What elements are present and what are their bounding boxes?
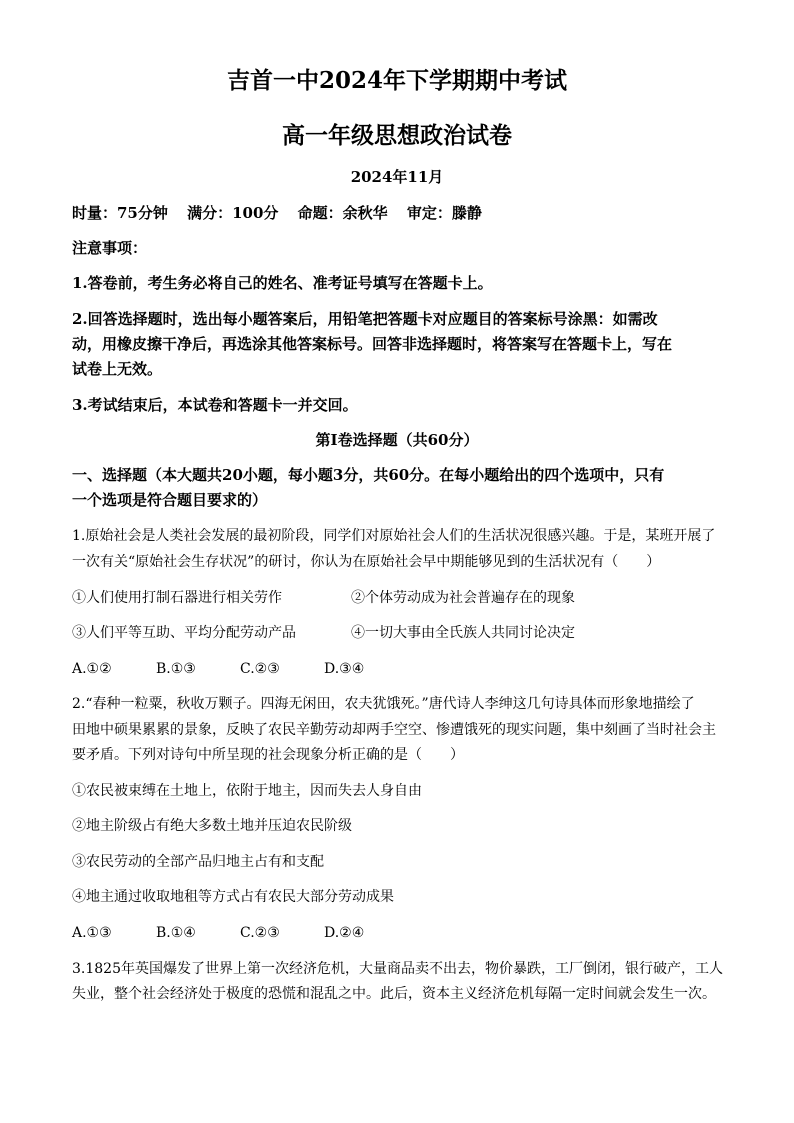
q1-option-c: C.②③	[240, 661, 280, 677]
section-instruction-cont: 一个选项是符合题目要求的）	[72, 491, 268, 509]
q2-option-c: C.②③	[240, 925, 280, 941]
notice-item-2: 2.回答选择题时，选出每小题答案后，用铅笔把答题卡对应题目的答案标号涂黑：如需改	[72, 310, 658, 328]
notice-item-3: 3.考试结束后，本试卷和答题卡一并交回。	[72, 396, 358, 414]
q1-statement-4: ④一切大事由全氏族人共同讨论决定	[351, 625, 575, 641]
notice-item-1: 1.答卷前，考生务必将自己的姓名、准考证号填写在答题卡上。	[72, 274, 493, 292]
meta-author: 命题：余秋华	[297, 204, 388, 222]
notice-item-2-cont: 动，用橡皮擦干净后，再选涂其他答案标号。回答非选择题时，将答案写在答题卡上，写在	[72, 335, 673, 353]
q2-statement-4: ④地主通过收取地租等方式占有农民大部分劳动成果	[72, 889, 394, 905]
q2-statement-3: ③农民劳动的全部产品归地主占有和支配	[72, 854, 324, 870]
q2-stem: 2.“春种一粒粟，秋收万颗子。四海无闲田，农夫犹饿死。”唐代诗人李绅这几句诗具体而形象地描绘了	[72, 696, 695, 712]
q1-stem: 1.原始社会是人类社会发展的最初阶段，同学们对原始社会人们的生活状况很感兴趣。于是，某班开展了	[72, 528, 716, 544]
section-title: 第I卷选择题（共60分）	[315, 431, 479, 449]
q1-option-d: D.③④	[324, 661, 365, 677]
q2-option-d: D.②④	[324, 925, 365, 941]
q3-stem: 3.1825年英国爆发了世界上第一次经济危机，大量商品卖不出去，物价暴跌，工厂倒闭，银行破产，工人	[72, 961, 723, 977]
q2-stem-cont: 田地中硕果累累的景象，反映了农民辛勤劳动却两手空空、惨遭饿死的现实问题，集中刻画了当时社会主	[72, 722, 716, 738]
q1-stem-cont: 一次有关“原始社会生存状况”的研讨，你认为在原始社会早中期能够见到的生活状况有（ ）	[72, 554, 661, 570]
q1-statement-2: ②个体劳动成为社会普遍存在的现象	[351, 590, 575, 606]
exam-title: 吉首一中2024年下学期期中考试	[226, 67, 567, 94]
q1-statement-1: ①人们使用打制石器进行相关劳作	[72, 590, 282, 606]
q2-stem-end: 要矛盾。下列对诗句中所呈现的社会现象分析正确的是（ ）	[72, 747, 464, 763]
exam-date: 2024年11月	[350, 168, 444, 186]
meta-score: 满分：100分	[187, 204, 279, 222]
section-instruction: 一、选择题（本大题共20小题，每小题3分，共60分。在每小题给出的四个选项中，只有	[72, 466, 665, 484]
q2-statement-1: ①农民被束缚在土地上，依附于地主，因而失去人身自由	[72, 783, 422, 799]
notice-item-2-end: 试卷上无效。	[72, 360, 163, 378]
q2-option-a: A.①③	[72, 925, 112, 941]
q1-statement-3: ③人们平等互助、平均分配劳动产品	[72, 625, 296, 641]
q3-stem-cont: 失业，整个社会经济处于极度的恐慌和混乱之中。此后，资本主义经济危机每隔一定时间就会发生一次。	[72, 986, 716, 1002]
q1-option-a: A.①②	[72, 661, 112, 677]
notice-heading: 注意事项：	[72, 239, 148, 257]
exam-meta	[72, 206, 482, 221]
meta-time: 时量：75分钟	[72, 204, 168, 222]
q2-option-b: B.①④	[156, 925, 196, 941]
q2-statement-2: ②地主阶级占有绝大多数土地并压迫农民阶级	[72, 818, 352, 834]
exam-subtitle: 高一年级思想政治试卷	[282, 122, 512, 149]
meta-reviewer: 审定：滕静	[406, 204, 482, 222]
q1-option-b: B.①③	[156, 661, 196, 677]
